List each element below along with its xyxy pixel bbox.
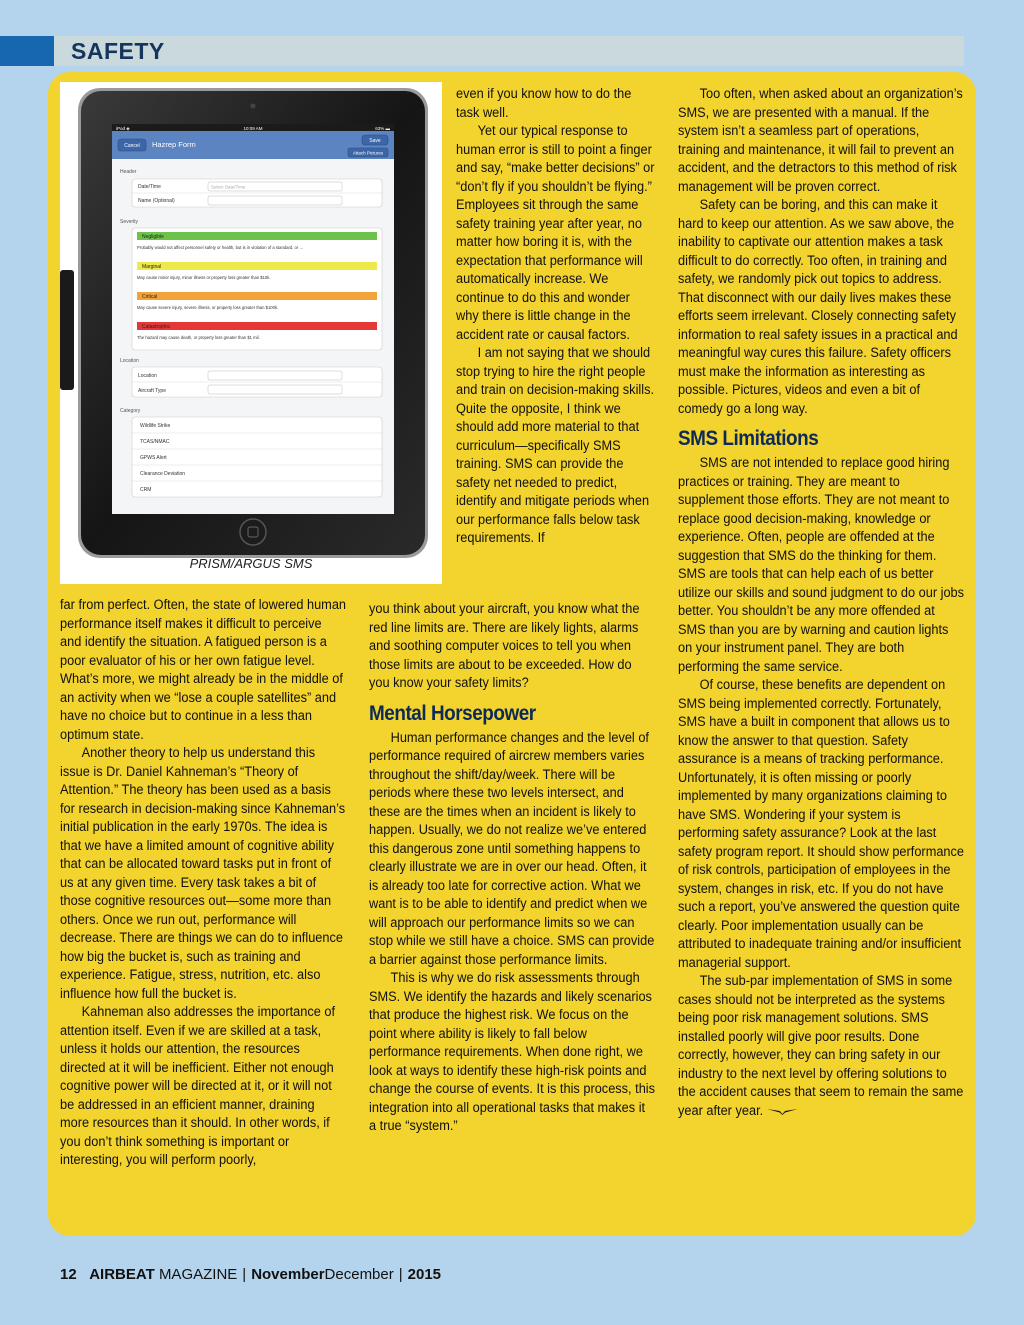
severity-option-label: Catastrophic xyxy=(142,324,171,330)
name-label: Name (Optional) xyxy=(138,198,175,204)
paragraph: Too often, when asked about an organization’s SMS, we are presented with a manual. If the system isn’t a seamless part of operations, training and maintenance, it will fail to prevent an accident, and the detractors to this method of risk management will be proven correct. xyxy=(678,86,963,195)
date-time-label: Date/Time xyxy=(138,184,161,190)
paragraph: This is why we do risk assessments through SMS. We identify the hazards and likely scenarios that produce the highest risk. We focus on the point where ability is likely to fall below performance requirements. When done right, we look at ways to identify these high-risk points and change the course of events. It is this process, this integration into all operational tasks that makes it a true “system.” xyxy=(369,970,656,1134)
severity-option-bar[interactable] xyxy=(137,292,377,300)
issue-month-primary: November xyxy=(251,1266,325,1283)
severity-section-label: Severity xyxy=(120,219,139,225)
paragraph-text: The sub-par implementation of SMS in some cases should not be interpreted as the systems being poor risk management solutions. SMS installed poorly will give poor results. Done correctly, however, they can bring safety in our industry to the next level by offering solutions to the accident causes that seem to remain the same year after year. xyxy=(678,973,964,1119)
paragraph: Human performance changes and the level of performance required of aircrew members varies throughout the shift/day/week. There will be periods where these two levels intersect, and these are the times when an incident is likely to happen. Usually, we do not realize we’ve entered this dangerous zone until something happens to clearly illustrate we are in over our head. Often, it is already too late for corrective action. What we want is to be able to identify and predict when we will approach our performance limits so we can stop while we still have a choice. SMS can provide a barrier against those performance limits. xyxy=(369,729,655,968)
status-carrier: iPod ◈ xyxy=(116,126,130,131)
location-label: Location xyxy=(138,373,157,379)
severity-option-label: Marginal xyxy=(142,264,162,270)
category-option[interactable]: GPWS Alert xyxy=(140,455,167,461)
page-footer xyxy=(60,1266,441,1284)
severity-option-bar[interactable] xyxy=(137,232,377,240)
category-section-label: Category xyxy=(120,408,141,414)
status-time: 10:09 AM xyxy=(243,126,263,131)
paragraph: Yet our typical response to human error is still to point a finger and say, “make better decisions” or “don’t fly if you shouldn’t be flying.” Employees sit through the same safety training year after year, no matter how boring it is, with the expectation that performance will automatically increase. We continue to do this and wonder why there is little change in the accident rate or causal factors. xyxy=(456,123,655,343)
severity-option-description: May cause severe injury, severe illness, or property loss greater than $100k. xyxy=(137,305,279,310)
paragraph: Of course, these benefits are dependent on SMS being implemented correctly. Fortunately, SMS have a built in component that allows us to know the answer to that question. Safety assurance is a means of tracking performance. Unfortunately, it is often missing or poorly implemented by many organizations claiming to have SMS. Wondering if your system is performing safety assurance? Look at the last safety program report. It should show performance of risk controls, participation of employees in the system, changes in risk, etc. If you do not have such a report, you’ve answered the question quite clearly. Poor implementation usually can be attributed to inadequate training and/or insufficient managerial support. xyxy=(678,677,965,971)
figure-caption: PRISM/ARGUS SMS xyxy=(189,556,313,571)
section-title: SAFETY xyxy=(71,38,165,64)
severity-option-label: Negligible xyxy=(142,234,164,240)
section-heading-mental-horsepower: Mental Horsepower xyxy=(369,701,536,725)
paragraph: SMS are not intended to replace good hiring practices or training. They are meant to supplement those efforts. They are not meant to replace good decision-making, knowledge or experience. Often, people are offended at the suggestion that SMS do the thinking for them. SMS are tools that can help each of us better utilize our skills and sound judgment to do our jobs better. You shouldn’t be any more offended at SMS than you are by warning and caution lights on your instrument panel. They are both performing the same service. xyxy=(678,455,965,675)
location-field[interactable] xyxy=(208,371,342,380)
home-button-icon xyxy=(240,519,266,545)
article-column-2-upper xyxy=(456,85,656,548)
category-option[interactable]: TCAS/NMAC xyxy=(140,439,170,445)
severity-option-bar[interactable] xyxy=(137,322,377,330)
article-column-1 xyxy=(60,596,346,1170)
figure-photo xyxy=(60,82,442,584)
cancel-label: Cancel xyxy=(124,143,140,149)
article-column-3 xyxy=(678,85,964,1120)
app-title: Hazrep Form xyxy=(152,140,196,149)
paragraph: Another theory to help us understand this issue is Dr. Daniel Kahneman’s “Theory of Attention.” The theory has been used as a basis for research in decision-making since Kahneman’s initial publication in the early 1970s. The idea is that we have a limited amount of cognitive ability that can be allocated toward tasks put in front of us at any given time. Every task takes a bit of those cognitive resources out—some more than others. Once we run out, performance will decrease. There are things we can do to influence how big the bucket is, such as training and experience. Fatigue, stress, nutrition, etc. also influence how full the bucket is. xyxy=(60,745,346,1002)
paragraph: even if you know how to do the task well. xyxy=(456,86,632,121)
section-title-band xyxy=(54,36,964,66)
date-time-placeholder: Select Date/Time xyxy=(211,184,246,190)
category-option[interactable]: CRM xyxy=(140,487,152,493)
article-column-2-lower xyxy=(369,600,655,1136)
severity-option-bar[interactable] xyxy=(137,262,377,270)
background-device xyxy=(60,270,74,390)
attach-pictures-label: Attach Pictures xyxy=(352,150,384,156)
category-option[interactable]: Clearance Deviation xyxy=(140,471,186,477)
category-option[interactable]: Wildlife Strike xyxy=(140,423,171,429)
header-section-label: Header xyxy=(120,169,137,175)
issue-year: 2015 xyxy=(407,1266,442,1283)
tablet-illustration xyxy=(60,82,442,584)
camera-icon xyxy=(251,104,256,109)
end-mark-wings-icon xyxy=(766,1106,798,1116)
paragraph: Safety can be boring, and this can make it hard to keep our attention. As we saw above, the inability to captivate our attention makes a task difficult to do correctly. Too often, in training and safety, we randomly pick out topics to address. That disconnect with our daily lives makes these efforts seem irrelevant. Closely connecting safety information to real safety issues in a practical and meaningful way cures this failure. Safety officers must make the information as interesting as possible. Pictures, videos and even a bit of comedy go a long way. xyxy=(678,197,958,417)
paragraph xyxy=(678,972,964,1120)
severity-option-description: May cause minor injury, minor illness or property loss greater than $10k. xyxy=(137,275,271,280)
severity-option-description: Probably would not affect personnel safety or health, but is in violation of a standard, or … xyxy=(137,245,304,250)
aircraft-type-field[interactable] xyxy=(208,385,342,394)
save-label: Save xyxy=(369,138,381,144)
magazine-brand: AIRBEAT xyxy=(89,1266,155,1283)
location-section-label: Location xyxy=(120,358,139,364)
paragraph: far from perfect. Often, the state of lowered human performance itself makes it difficult to perceive and identify the situation. A fatigued person is a poor evaluator of his or her own fatigue level. What’s more, we might already be in the middle of an activity when we “lose a couple satellites” and have no choice but to continue in a less than optimum state. xyxy=(60,597,347,743)
footer-separator: | xyxy=(398,1266,403,1283)
section-accent-block xyxy=(0,36,54,66)
page-number: 12 xyxy=(60,1266,77,1283)
paragraph: you think about your aircraft, you know what the red line limits are. There are likely lights, alarms and soothing computer voices to tell you when those limits are about to be exceeded. How do you know your safety limits? xyxy=(369,601,640,691)
footer-separator: | xyxy=(242,1266,247,1283)
severity-option-label: Critical xyxy=(142,294,158,300)
magazine-label: MAGAZINE xyxy=(158,1266,238,1283)
issue-month-secondary: December xyxy=(324,1266,394,1283)
name-field[interactable] xyxy=(208,196,342,205)
aircraft-type-label: Aircraft Type xyxy=(138,388,166,394)
paragraph: I am not saying that we should stop trying to hire the right people and train on decision-making skills. Quite the opposite, I think we should add more material to that curriculum—specifically SMS training. SMS can provide the safety net needed to predict, identify and mitigate periods when our performance falls below task requirements. If xyxy=(456,345,655,546)
section-heading-sms-limitations: SMS Limitations xyxy=(678,427,819,450)
paragraph: Kahneman also addresses the importance of attention itself. Even if we are skilled at a task, unless it holds our attention, the resources directed at it will be inefficient. Either not enough cognitive power will be directed at it, or it will not be addressed in an efficient manner, draining more resources than it should. In other words, if you don’t think something is important or interesting, you will perform poorly, xyxy=(60,1004,336,1168)
severity-option-description: The hazard may cause death, or property loss greater than $1 mil. xyxy=(137,335,260,340)
status-battery: 63% ▬ xyxy=(375,126,390,131)
